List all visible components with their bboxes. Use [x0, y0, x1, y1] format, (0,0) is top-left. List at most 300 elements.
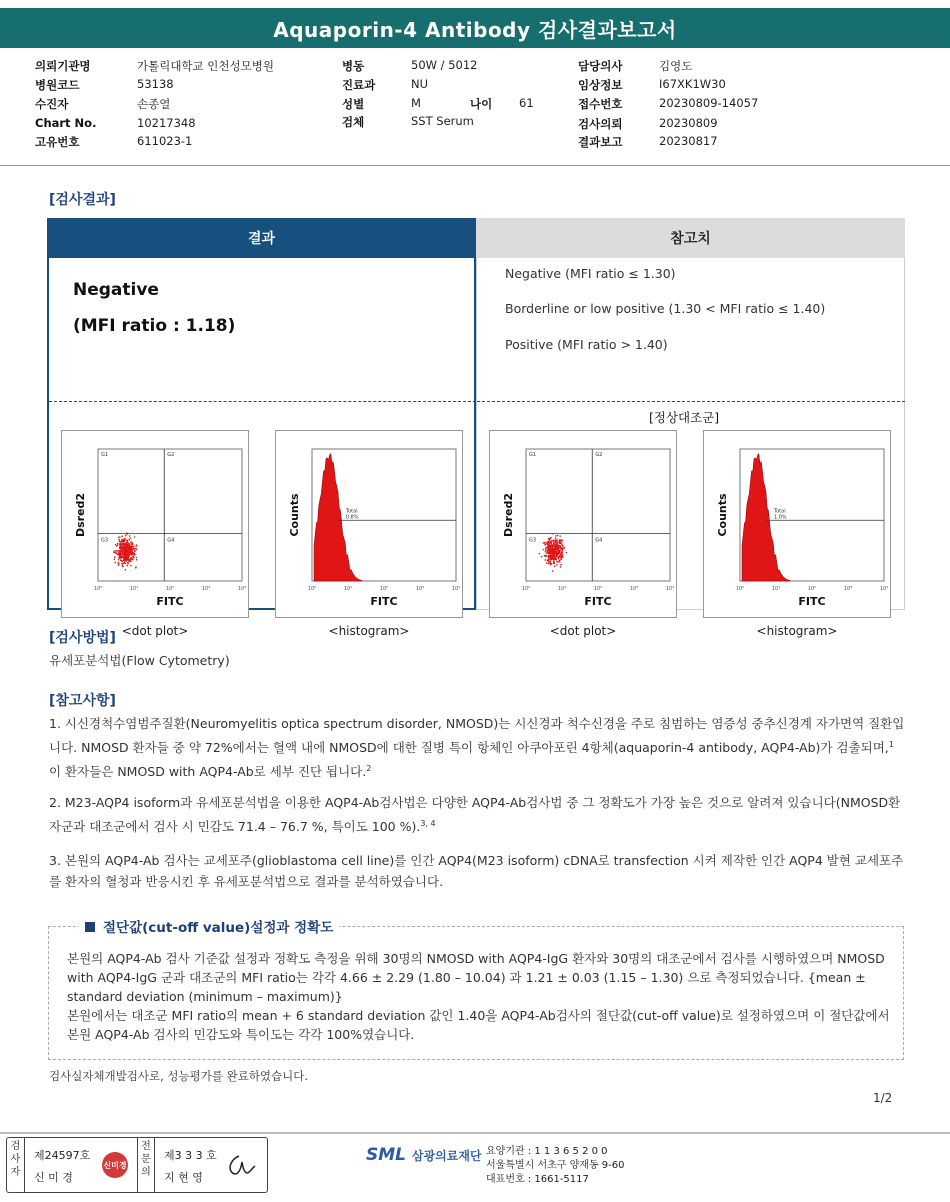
event-dot — [118, 539, 120, 541]
event-dot — [558, 556, 560, 558]
event-dot — [125, 539, 127, 541]
x-tick-label: 10⁰ — [93, 586, 103, 592]
event-dot — [130, 537, 132, 539]
label-institution: 의뢰기관명 — [35, 59, 91, 73]
cutoff-text — [67, 949, 897, 1044]
event-dot — [563, 547, 565, 549]
event-dot — [124, 552, 126, 554]
label-receipt-no: 접수번호 — [578, 97, 623, 111]
x-tick-label: 10³ — [629, 586, 639, 592]
event-dot — [553, 540, 555, 542]
x-tick-label: 10⁴ — [451, 586, 461, 592]
control-dot-caption: <dot plot> — [549, 624, 617, 638]
event-dot — [550, 541, 552, 543]
event-dot — [555, 542, 557, 544]
event-dot — [543, 549, 545, 551]
event-dot — [125, 554, 127, 556]
label-specimen: 검체 — [342, 115, 365, 129]
label-ward: 병동 — [342, 59, 365, 73]
control-hist-caption: <histogram> — [756, 624, 838, 638]
x-tick-label: 10⁴ — [879, 586, 889, 592]
label-hospital-code: 병원코드 — [35, 78, 80, 92]
event-dot — [118, 559, 120, 561]
examiner-no: 제24597호 — [34, 1149, 91, 1162]
event-dot — [135, 566, 137, 568]
cutoff-paragraph-2: 본원에서는 대조군 MFI ratio의 mean + 6 standard deviation 값인 1.40을 AQP4-Ab검사의 절단값(cut-off value)로 설정하였으며 이 절단값에서 본원 AQP4-Ab 검사의 민감도와 특이도는 각각 100%였습니다. — [67, 1008, 890, 1042]
event-dot — [136, 549, 138, 551]
event-dot — [559, 545, 561, 547]
event-dot — [119, 536, 121, 538]
event-dot — [558, 542, 560, 544]
event-dot — [549, 563, 551, 565]
event-dot — [124, 544, 126, 546]
label-report-date: 결과보고 — [578, 135, 623, 149]
event-dot — [136, 559, 138, 561]
normal-control-title: [정상대조군] — [649, 410, 720, 425]
event-dot — [549, 556, 551, 558]
gate-total-label: Total — [345, 508, 358, 515]
event-dot — [553, 563, 555, 565]
results-section-title: [검사결과] — [49, 192, 116, 208]
event-dot — [560, 556, 562, 558]
event-dot — [130, 541, 132, 543]
event-dot — [548, 546, 550, 548]
event-dot — [125, 535, 127, 537]
event-dot — [547, 548, 549, 550]
event-dot — [558, 553, 560, 555]
event-dot — [559, 535, 561, 537]
y-axis-label: Counts — [288, 493, 301, 537]
event-dot — [134, 551, 136, 553]
event-dot — [130, 565, 132, 567]
square-bullet-icon — [85, 922, 95, 932]
event-dot — [546, 555, 548, 557]
note-1 — [49, 713, 909, 782]
x-tick-label: 10² — [593, 586, 603, 592]
x-tick-label: 10¹ — [343, 586, 353, 592]
value-patient: 손종열 — [137, 97, 171, 111]
event-dot — [556, 539, 558, 541]
value-report-date: 20230817 — [659, 134, 718, 148]
mfi-ratio: (MFI ratio : 1.18) — [73, 316, 236, 336]
reference-header: 참고치 — [476, 218, 905, 258]
note-1-ref: 1 — [888, 740, 894, 749]
cutoff-title-text: 절단값(cut-off value)설정과 정확도 — [103, 920, 334, 936]
event-dot — [114, 559, 116, 561]
event-dot — [555, 539, 557, 541]
event-dot — [127, 557, 129, 559]
quadrant-label: G1 — [101, 452, 109, 458]
patient-hist-caption: <histogram> — [328, 624, 410, 638]
patient-info — [0, 50, 950, 166]
note-2 — [49, 792, 909, 837]
event-dot — [551, 552, 553, 554]
event-dot — [549, 542, 551, 544]
event-dot — [130, 543, 132, 545]
event-dot — [555, 535, 557, 537]
event-dot — [123, 547, 125, 549]
label-request-date: 검사의뢰 — [578, 117, 623, 131]
x-axis-label: FITC — [156, 595, 184, 608]
notes-section-title: [참고사항] — [49, 693, 116, 709]
method-section-title: [검사방법] — [49, 630, 116, 646]
event-dot — [127, 551, 129, 553]
ref-positive: Positive (MFI ratio > 1.40) — [505, 337, 668, 352]
value-hospital-code: 53138 — [137, 77, 174, 91]
event-dot — [554, 565, 556, 567]
event-dot — [553, 542, 555, 544]
event-dot — [127, 545, 129, 547]
value-doctor: 김영도 — [659, 59, 693, 73]
x-tick-label: 10⁴ — [237, 586, 247, 592]
event-dot — [545, 551, 547, 553]
event-dot — [554, 553, 556, 555]
x-tick-label: 10² — [807, 586, 817, 592]
ref-borderline: Borderline or low positive (1.30 < MFI ratio ≤ 1.40) — [505, 301, 826, 316]
value-specimen: SST Serum — [411, 114, 474, 128]
dot-cloud — [539, 533, 568, 572]
event-dot — [555, 551, 557, 553]
value-age: 61 — [519, 96, 534, 110]
event-dot — [116, 550, 118, 552]
x-tick-label: 10³ — [415, 586, 425, 592]
event-dot — [122, 561, 124, 563]
event-dot — [545, 547, 547, 549]
page-number: 1/2 — [873, 1091, 893, 1105]
event-dot — [129, 539, 131, 541]
event-dot — [114, 556, 116, 558]
event-dot — [548, 540, 550, 542]
x-tick-label: 10¹ — [129, 586, 139, 592]
event-dot — [555, 556, 557, 558]
reviewer-no: 제3 3 3 호 — [164, 1149, 217, 1162]
event-dot — [119, 557, 121, 559]
event-dot — [559, 561, 561, 563]
event-dot — [547, 543, 549, 545]
x-axis-label: FITC — [370, 595, 398, 608]
event-dot — [555, 545, 557, 547]
event-dot — [127, 541, 129, 543]
event-dot — [548, 542, 550, 544]
y-axis-label: Counts — [716, 493, 729, 537]
event-dot — [548, 538, 550, 540]
event-dot — [546, 562, 548, 564]
event-dot — [126, 545, 128, 547]
control-histogram — [703, 430, 891, 618]
event-dot — [552, 533, 554, 535]
event-dot — [120, 559, 122, 561]
event-dot — [136, 557, 138, 559]
x-tick-label: 10² — [165, 586, 175, 592]
x-axis-label: FITC — [584, 595, 612, 608]
event-dot — [115, 562, 117, 564]
examiner-head: 검사자 — [7, 1138, 25, 1192]
event-dot — [115, 544, 117, 546]
event-dot — [557, 549, 559, 551]
label-unique-no: 고유번호 — [35, 135, 80, 149]
event-dot — [558, 547, 560, 549]
event-dot — [550, 561, 552, 563]
event-dot — [559, 550, 561, 552]
note-1-ref-2: 2 — [366, 764, 372, 774]
event-dot — [124, 538, 126, 540]
x-tick-label: 10³ — [843, 586, 853, 592]
event-dot — [119, 546, 121, 548]
x-tick-label: 10³ — [201, 586, 211, 592]
event-dot — [117, 544, 119, 546]
label-clinical-info: 임상정보 — [578, 78, 623, 92]
event-dot — [130, 552, 132, 554]
event-dot — [119, 543, 121, 545]
control-dot-plot — [489, 430, 677, 618]
event-dot — [132, 544, 134, 546]
gate-total-value: 0.8% — [345, 514, 359, 521]
gate-total-value: 1.0% — [773, 514, 787, 521]
signature-box — [6, 1137, 268, 1193]
event-dot — [113, 551, 115, 553]
event-dot — [132, 552, 134, 554]
note-1-text: 1. 시신경척수염범주질환(Neuromyelitis optica spectrum disorder, NMOSD)는 시신경과 척수신경을 주로 침범하는 염증성 중추신경계 자가면역 질환입니다. NMOSD 환자들 중 약 72%에서는 혈액 내에 NMOSD에 대한 질병 특이 항체인 아쿠아포린 4항체(aquaporin-4 antibody, AQP4-Ab)가 검출되며, — [49, 716, 905, 756]
quadrant-label: G2 — [595, 452, 603, 458]
plot-frame — [98, 449, 242, 581]
address-line-2: 서울특별시 서초구 양재동 9-60 — [486, 1160, 625, 1171]
event-dot — [549, 551, 551, 553]
lab-address — [486, 1145, 625, 1187]
label-doctor: 담당의사 — [578, 59, 623, 73]
event-dot — [559, 552, 561, 554]
event-dot — [552, 548, 554, 550]
event-dot — [134, 548, 136, 550]
event-dot — [134, 536, 136, 538]
event-dot — [117, 551, 119, 553]
event-dot — [560, 564, 562, 566]
event-dot — [566, 552, 568, 554]
event-dot — [560, 558, 562, 560]
note-3: 3. 본원의 AQP4-Ab 검사는 교세포주(glioblastoma cell line)를 인간 AQP4(M23 isoform) cDNA로 transfection 시켜 제작한 인간 AQP4 발현 교세포주를 환자의 혈청과 반응시킨 후 유세포분석법으로 결과를 분석하였습니다. — [49, 853, 904, 889]
event-dot — [122, 553, 124, 555]
event-dot — [560, 566, 562, 568]
value-ward: 50W / 5012 — [411, 58, 478, 72]
event-dot — [131, 545, 133, 547]
event-dot — [132, 559, 134, 561]
event-dot — [556, 554, 558, 556]
report-title: Aquaporin-4 Antibody 검사결과보고서 — [0, 8, 950, 48]
event-dot — [128, 543, 130, 545]
reviewer-name: 지 현 영 — [164, 1171, 203, 1184]
event-dot — [121, 535, 123, 537]
x-tick-label: 10² — [379, 586, 389, 592]
event-dot — [121, 551, 123, 553]
event-dot — [122, 566, 124, 568]
event-dot — [133, 546, 135, 548]
event-dot — [558, 545, 560, 547]
event-dot — [120, 557, 122, 559]
event-dot — [555, 537, 557, 539]
event-dot — [553, 561, 555, 563]
event-dot — [127, 562, 129, 564]
value-receipt-no: 20230809-14057 — [659, 96, 759, 110]
ref-negative: Negative (MFI ratio ≤ 1.30) — [505, 266, 676, 281]
result-header: 결과 — [47, 218, 476, 258]
patient-dot-plot-svg — [62, 431, 250, 619]
quadrant-label: G4 — [595, 537, 603, 544]
cutoff-box — [48, 920, 904, 1060]
y-axis-label: Dsred2 — [502, 492, 515, 538]
reference-divider — [477, 401, 905, 402]
event-dot — [120, 549, 122, 551]
event-dot — [117, 543, 119, 545]
value-request-date: 20230809 — [659, 116, 718, 130]
patient-dot-plot — [61, 430, 249, 618]
x-tick-label: 10⁰ — [521, 586, 531, 592]
event-dot — [561, 551, 563, 553]
event-dot — [131, 557, 133, 559]
examiner-name: 신 미 경 — [34, 1171, 73, 1184]
event-dot — [122, 544, 124, 546]
event-dot — [547, 559, 549, 561]
event-dot — [126, 549, 128, 551]
event-dot — [119, 555, 121, 557]
label-chart-no: Chart No. — [35, 116, 97, 130]
event-dot — [130, 559, 132, 561]
examiner-seal: 신미경 — [102, 1152, 128, 1178]
note-2-ref: 3, 4 — [420, 819, 436, 828]
event-dot — [129, 545, 131, 547]
event-dot — [556, 564, 558, 566]
result-value: Negative — [73, 280, 159, 300]
x-tick-label: 10¹ — [771, 586, 781, 592]
event-dot — [130, 560, 132, 562]
event-dot — [127, 565, 129, 567]
result-divider — [49, 401, 476, 402]
event-dot — [554, 550, 556, 552]
signature-icon — [225, 1152, 259, 1178]
label-age: 나이 — [470, 97, 493, 111]
event-dot — [544, 555, 546, 557]
event-dot — [124, 559, 126, 561]
value-department: NU — [411, 77, 429, 91]
event-dot — [544, 543, 546, 545]
quadrant-label: G4 — [167, 537, 175, 544]
x-tick-label: 10¹ — [557, 586, 567, 592]
event-dot — [552, 545, 554, 547]
event-dot — [550, 557, 552, 559]
quadrant-label: G3 — [101, 537, 109, 544]
address-line-3: 대표번호 : 1661-5117 — [486, 1174, 589, 1185]
event-dot — [126, 533, 128, 535]
value-institution: 가톨릭대학교 인천성모병원 — [137, 59, 274, 73]
event-dot — [128, 561, 130, 563]
label-sex: 성별 — [342, 97, 365, 111]
event-dot — [125, 542, 127, 544]
cutoff-title — [79, 916, 339, 936]
lab-logo — [366, 1145, 482, 1165]
event-dot — [124, 556, 126, 558]
event-dot — [554, 546, 556, 548]
label-patient: 수진자 — [35, 97, 69, 111]
address-line-1: 요양기관 : 1 1 3 6 5 2 0 0 — [486, 1146, 608, 1157]
event-dot — [558, 558, 560, 560]
event-dot — [133, 554, 135, 556]
footer-divider — [0, 1132, 950, 1134]
event-dot — [556, 541, 558, 543]
note-1-text-2: 이 환자들은 NMOSD with AQP4-Ab로 세부 진단 됩니다. — [49, 764, 367, 780]
event-dot — [550, 543, 552, 545]
event-dot — [122, 563, 124, 565]
event-dot — [549, 548, 551, 550]
value-sex: M — [411, 96, 421, 110]
event-dot — [541, 556, 543, 558]
event-dot — [125, 552, 127, 554]
control-histogram-svg — [704, 431, 892, 619]
value-unique-no: 611023-1 — [137, 134, 193, 148]
event-dot — [121, 540, 123, 542]
patient-histogram-svg — [276, 431, 464, 619]
event-dot — [562, 545, 564, 547]
event-dot — [122, 550, 124, 552]
event-dot — [124, 549, 126, 551]
event-dot — [117, 553, 119, 555]
dot-cloud — [113, 532, 138, 570]
event-dot — [552, 553, 554, 555]
event-dot — [556, 561, 558, 563]
event-dot — [546, 542, 548, 544]
event-dot — [551, 559, 553, 561]
logo-org: 삼광의료재단 — [412, 1148, 482, 1163]
event-dot — [539, 553, 541, 555]
event-dot — [545, 559, 547, 561]
event-dot — [557, 535, 559, 537]
x-axis-label: FITC — [798, 595, 826, 608]
method-text: 유세포분석법(Flow Cytometry) — [49, 653, 230, 668]
event-dot — [114, 550, 116, 552]
patient-histogram — [275, 430, 463, 618]
label-department: 진료과 — [342, 78, 376, 92]
event-dot — [125, 569, 127, 571]
event-dot — [559, 560, 561, 562]
event-dot — [130, 549, 132, 551]
note-2-text: 2. M23-AQP4 isoform과 유세포분석법을 이용한 AQP4-Ab검사법은 다양한 AQP4-Ab검사법 중 그 정확도가 가장 높은 것으로 알려져 있습니다(NMOSD환자군과 대조군에서 검사 시 민감도 71.4 – 76.7 %, 특이도 100 %). — [49, 795, 901, 835]
event-dot — [558, 551, 560, 553]
event-dot — [131, 553, 133, 555]
x-tick-label: 10⁴ — [665, 586, 675, 592]
event-dot — [547, 552, 549, 554]
event-dot — [126, 555, 128, 557]
quadrant-label: G1 — [529, 452, 537, 458]
event-dot — [562, 547, 564, 549]
gate-total-label: Total — [773, 508, 786, 515]
event-dot — [553, 551, 555, 553]
y-axis-label: Dsred2 — [74, 492, 87, 538]
quadrant-label: G3 — [529, 537, 537, 544]
event-dot — [118, 563, 120, 565]
patient-dot-caption: <dot plot> — [121, 624, 189, 638]
x-tick-label: 10⁰ — [735, 586, 745, 592]
event-dot — [545, 549, 547, 551]
control-dot-plot-svg — [490, 431, 678, 619]
event-dot — [552, 570, 554, 572]
event-dot — [555, 558, 557, 560]
event-dot — [548, 561, 550, 563]
event-dot — [120, 554, 122, 556]
event-dot — [128, 554, 130, 556]
event-dot — [124, 562, 126, 564]
event-dot — [549, 553, 551, 555]
event-dot — [561, 554, 563, 556]
logo-mark: SML — [366, 1145, 406, 1165]
value-clinical-info: I67XK1W30 — [659, 77, 726, 91]
reviewer-head: 전문의 — [137, 1138, 155, 1192]
